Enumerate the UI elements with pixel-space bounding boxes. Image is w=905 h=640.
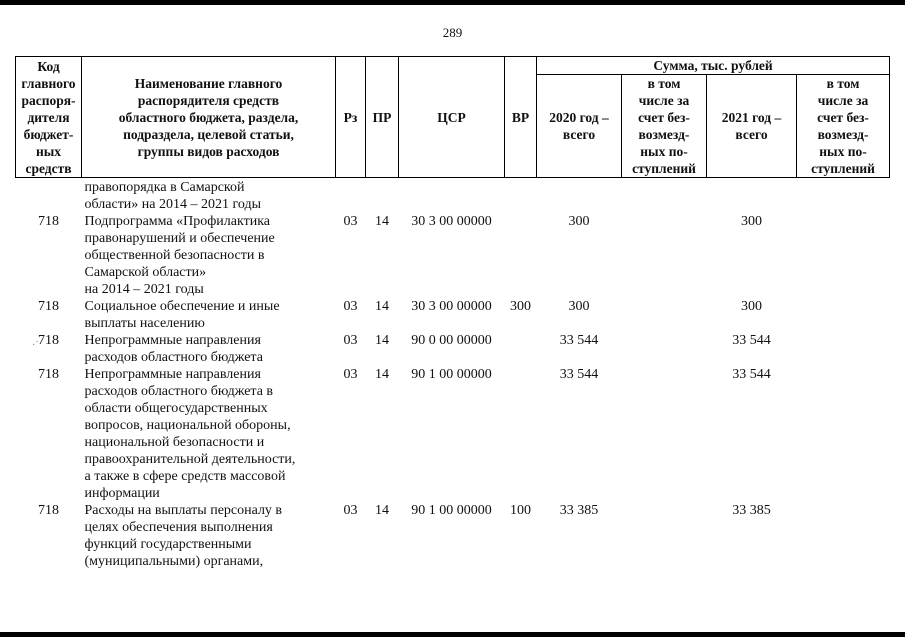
cell-pr: 14 [375, 503, 389, 518]
cell-code: 718 [38, 503, 59, 518]
cell-f2020 [622, 298, 707, 332]
table-header [16, 57, 890, 178]
cell-pr: 14 [375, 333, 389, 348]
cell-rz: 03 [343, 333, 358, 348]
header-line: в том [826, 76, 860, 91]
cell-rz: 03 [343, 214, 358, 229]
cell-f2021 [797, 332, 890, 366]
cell-pr: 14 [375, 214, 389, 229]
cell-s2020: 33 544 [559, 367, 599, 382]
name-line: выплаты населению [84, 316, 205, 331]
cell-s2020: 33 544 [559, 333, 599, 348]
scan-mark: ·˙ [32, 340, 39, 351]
cell-s2021: 300 [741, 299, 762, 314]
cell-code [16, 178, 82, 214]
header-line: дителя [27, 109, 70, 125]
cell-pr: 14 [375, 299, 389, 314]
cell-f2021 [797, 502, 890, 570]
header-line: ных по- [819, 144, 867, 159]
header-line: 2020 год – [549, 110, 609, 125]
budget-table [15, 56, 890, 570]
name-line: правоохранительной деятельности, [84, 452, 296, 467]
name-line: Непрограммные направления [84, 367, 261, 382]
cell-vr [505, 213, 537, 298]
header-line: Код [37, 58, 60, 74]
name-line: функций государственными [84, 537, 252, 552]
name-line: Расходы на выплаты персоналу в [84, 503, 283, 518]
table-row [16, 332, 890, 366]
header-line: в том [647, 76, 681, 91]
cell-f2020 [622, 502, 707, 570]
page-number: 289 [442, 25, 463, 40]
header-line: областного бюджета, раздела, [118, 109, 299, 125]
cell-vr: 300 [510, 299, 531, 314]
name-line: области общегосударственных [84, 401, 268, 416]
cell-s2021: 33 544 [732, 333, 771, 348]
table-body [16, 178, 890, 571]
cell-code: 718 [38, 214, 59, 229]
cell-csr: 90 0 00 00000 [411, 333, 492, 348]
name-line: Социальное обеспечение и иные [84, 299, 280, 314]
cell-name [82, 178, 336, 214]
header-line: возмезд- [638, 127, 690, 142]
cell-rz: 03 [343, 367, 358, 382]
header-line: счет без- [638, 110, 690, 125]
header-line: всего [735, 127, 768, 142]
header-sum: Сумма, тыс. рублей [537, 57, 890, 75]
header-line: числе за [817, 93, 869, 108]
header-line: ных по- [640, 144, 688, 159]
header-2020-total [537, 75, 622, 178]
cell-csr: 90 1 00 00000 [411, 367, 492, 382]
header-2021-total [707, 75, 797, 178]
header-2020-gratuitous [622, 75, 707, 178]
cell-csr: 90 1 00 00000 [411, 503, 492, 518]
header-2021-gratuitous [797, 75, 890, 178]
cell-name [82, 502, 336, 570]
cell-s2021: 33 385 [732, 503, 771, 518]
top-border-rule [0, 0, 905, 5]
name-line: расходов областного бюджета [84, 350, 263, 365]
cell-vr [505, 366, 537, 502]
name-line: национальной безопасности и [84, 435, 265, 450]
cell-f2021 [797, 298, 890, 332]
header-line: группы видов расходов [137, 143, 280, 159]
cell-f2021 [797, 178, 890, 214]
header-line: бюджет- [23, 126, 74, 142]
name-line: общественной безопасности в [84, 248, 265, 263]
cell-f2020 [622, 366, 707, 502]
table-row [16, 178, 890, 214]
cell-rz: 03 [343, 299, 358, 314]
header-line: распорядителя средств [137, 92, 280, 108]
name-line: расходов областного бюджета в [84, 384, 274, 399]
name-line: правопорядка в Самарской [84, 180, 245, 195]
name-line: на 2014 – 2021 годы [84, 282, 204, 297]
header-line: подраздела, целевой статьи, [123, 126, 294, 142]
cell-s2020: 300 [568, 214, 590, 229]
cell-f2021 [797, 366, 890, 502]
cell-f2020 [622, 213, 707, 298]
cell-vr [505, 178, 537, 214]
cell-pr: 14 [375, 367, 389, 382]
header-line: всего [562, 127, 596, 142]
cell-s2021: 33 544 [732, 367, 771, 382]
name-line: Непрограммные направления [84, 333, 261, 348]
cell-s2021: 300 [741, 214, 762, 229]
name-line: правонарушений и обеспечение [84, 231, 275, 246]
table-row [16, 366, 890, 502]
header-line: ступлений [811, 161, 875, 176]
name-line: вопросов, национальной обороны, [84, 418, 291, 433]
cell-name [82, 366, 336, 502]
header-line: 2021 год – [721, 110, 782, 125]
header-line: ступлений [632, 161, 696, 176]
header-rz: Рз [336, 57, 366, 178]
cell-s2020: 300 [568, 299, 590, 314]
cell-rz: 03 [343, 503, 358, 518]
cell-code: 718 [38, 333, 59, 348]
cell-s2020 [537, 178, 622, 214]
cell-name [82, 298, 336, 332]
cell-csr: 30 3 00 00000 [411, 214, 492, 229]
cell-csr: 30 3 00 00000 [411, 299, 492, 314]
cell-f2020 [622, 178, 707, 214]
header-line: средств [25, 160, 72, 176]
cell-pr [366, 178, 399, 214]
header-line: ных [35, 143, 62, 159]
name-line: информации [84, 486, 160, 501]
header-name [82, 57, 336, 178]
cell-s2020: 33 385 [559, 503, 599, 518]
header-line: возмезд- [817, 127, 869, 142]
table-row [16, 213, 890, 298]
table-row [16, 502, 890, 570]
cell-name [82, 213, 336, 298]
bottom-border-rule [0, 632, 905, 637]
header-vr: ВР [505, 57, 537, 178]
cell-rz [336, 178, 366, 214]
header-line: распоря- [21, 92, 76, 108]
cell-name [82, 332, 336, 366]
cell-code: 718 [38, 299, 59, 314]
header-line: Наименование главного [134, 75, 283, 91]
cell-csr [399, 178, 505, 214]
table-row [16, 298, 890, 332]
header-csr: ЦСР [399, 57, 505, 178]
name-line: (муниципальными) органами, [84, 554, 264, 569]
name-line: а также в сфере средств массовой [84, 469, 286, 484]
header-line: главного [21, 75, 76, 91]
cell-vr: 100 [510, 503, 531, 518]
name-line: целях обеспечения выполнения [84, 520, 273, 535]
header-line: числе за [638, 93, 690, 108]
header-line: счет без- [817, 110, 869, 125]
cell-s2021 [707, 178, 797, 214]
name-line: Самарской области» [84, 265, 207, 280]
cell-vr [505, 332, 537, 366]
name-line: области» на 2014 – 2021 годы [84, 197, 262, 212]
cell-f2021 [797, 213, 890, 298]
name-line: Подпрограмма «Профилактика [84, 214, 271, 229]
cell-f2020 [622, 332, 707, 366]
header-pr: ПР [366, 57, 399, 178]
cell-code: 718 [38, 367, 59, 382]
header-code [16, 57, 82, 178]
